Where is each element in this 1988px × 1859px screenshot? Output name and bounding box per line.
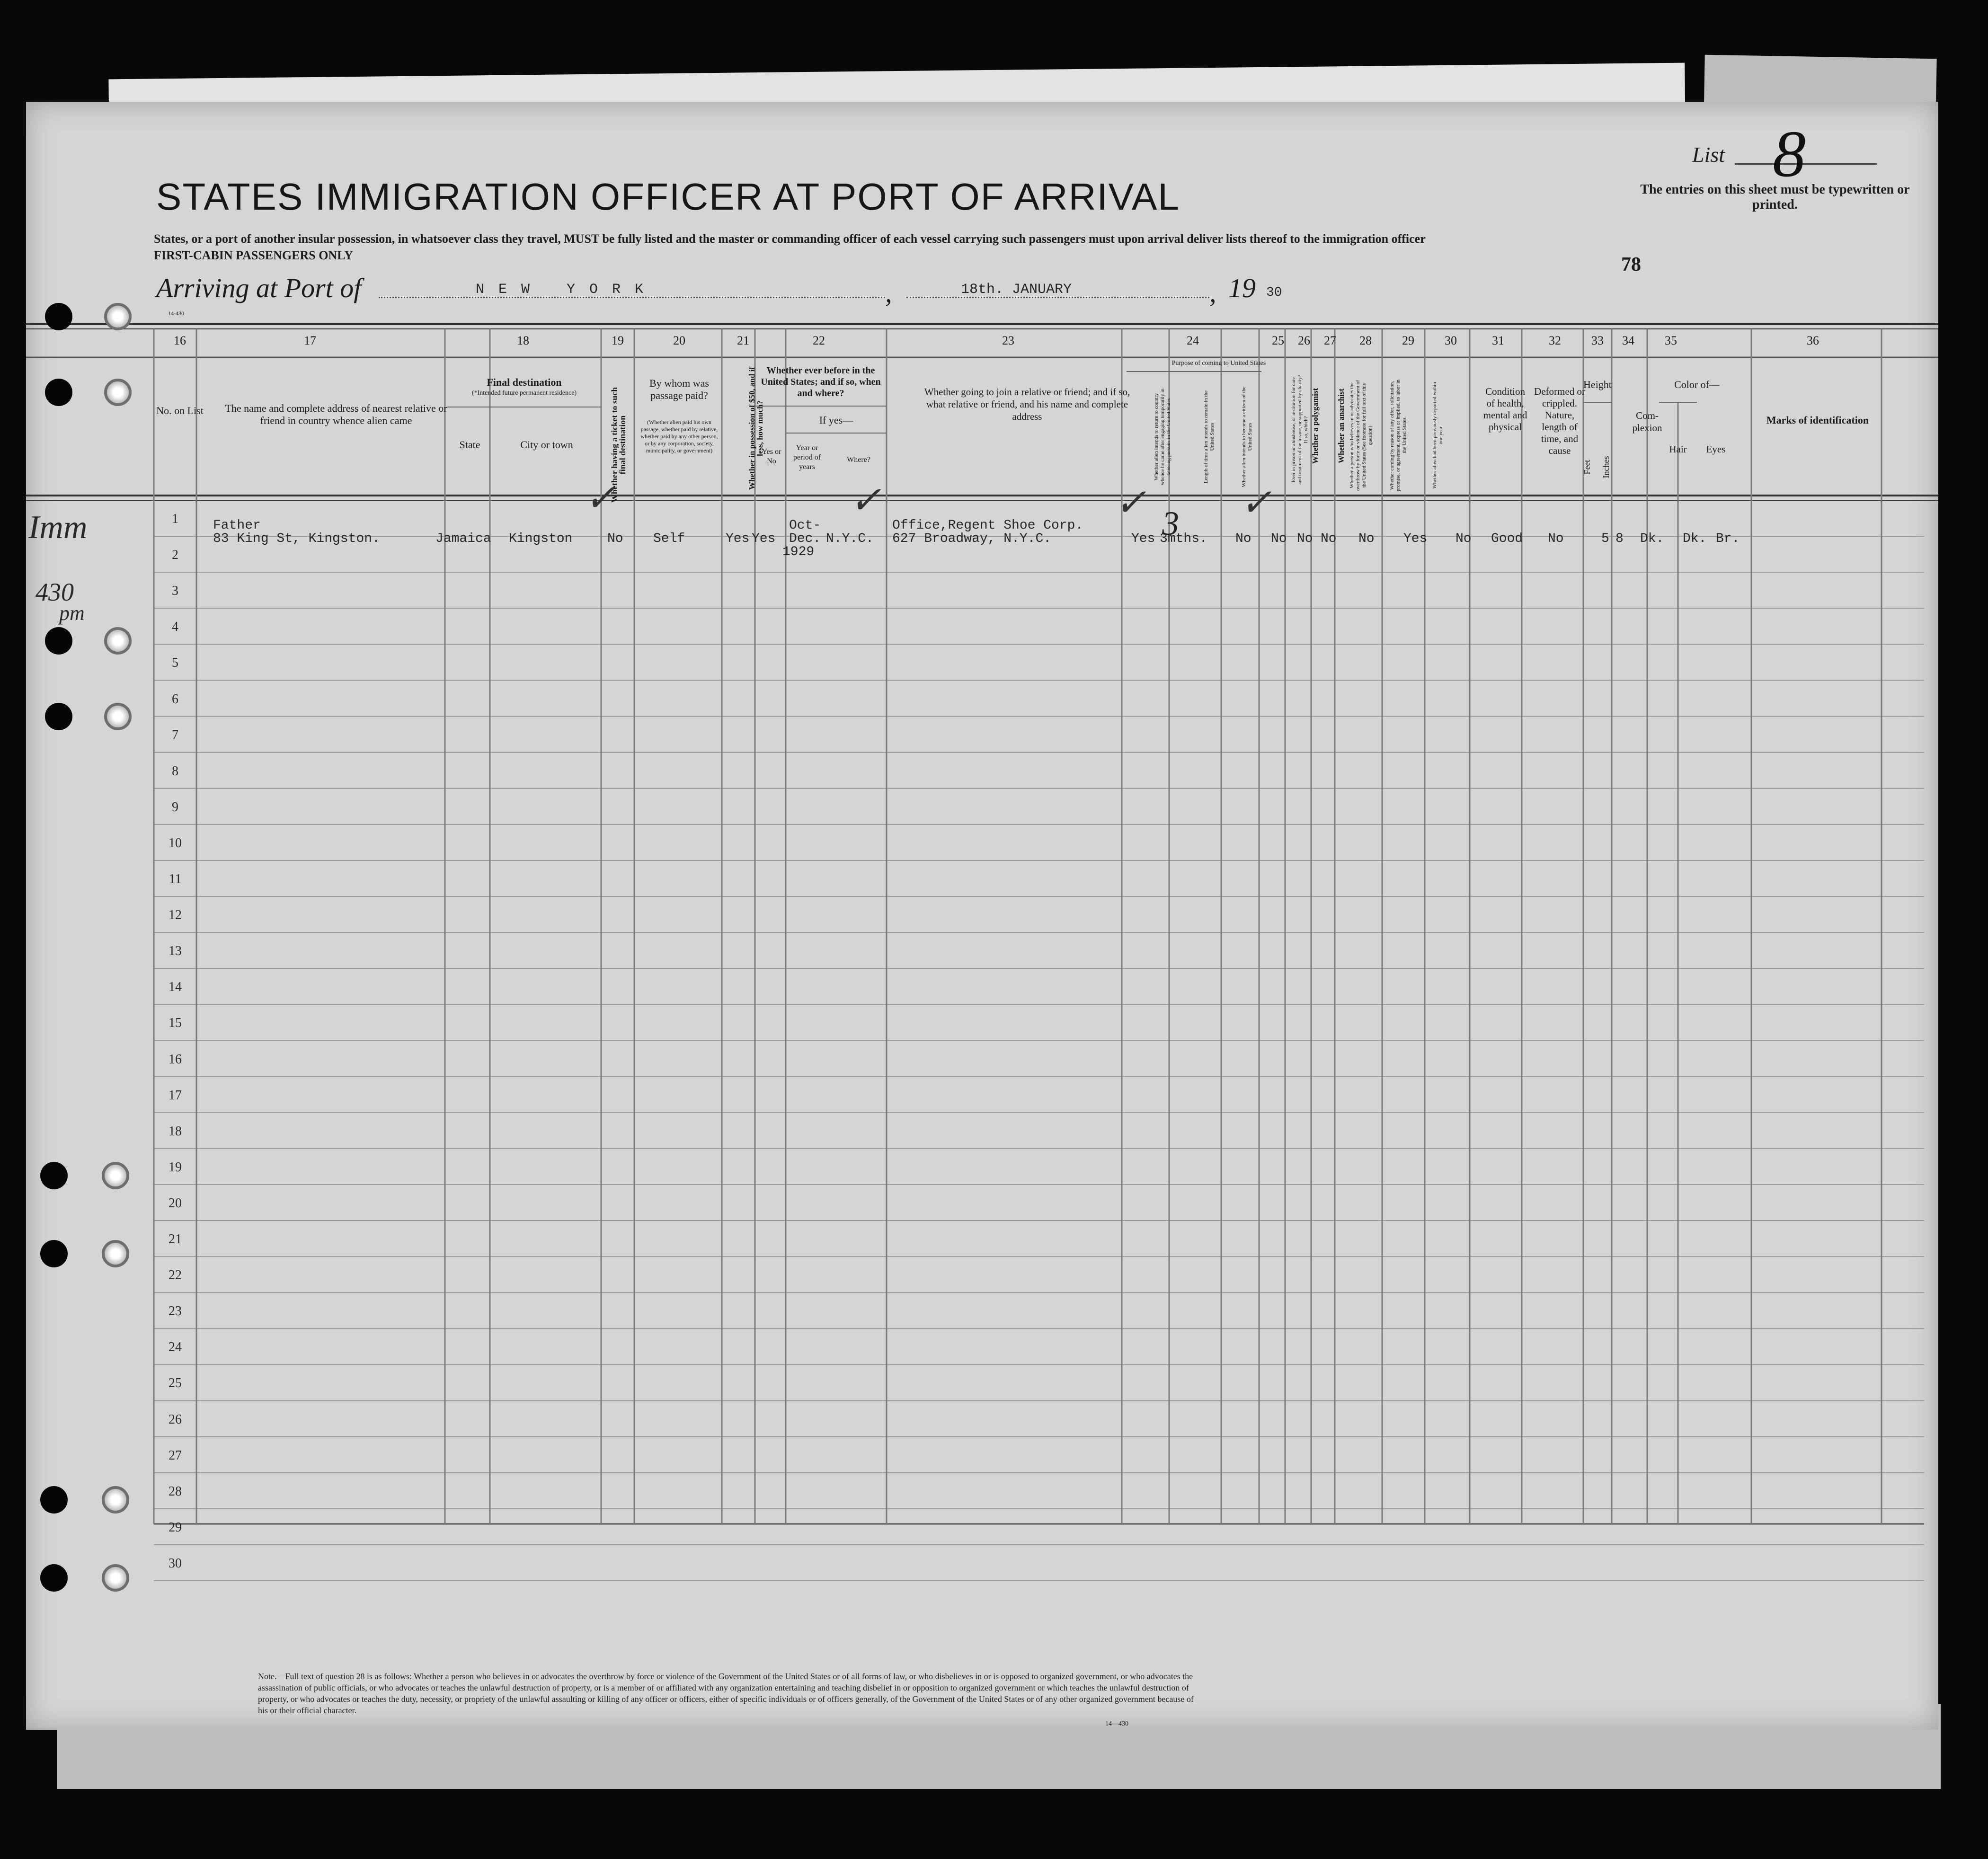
binder-hole <box>40 1240 68 1267</box>
col-number-29: 29 <box>1402 334 1414 347</box>
entry-inches: 8 <box>1615 531 1624 546</box>
cabin-class: FIRST-CABIN PASSENGERS ONLY <box>154 248 353 262</box>
row-number: 23 <box>169 1304 182 1319</box>
row-number: 4 <box>172 620 178 635</box>
col-number-32: 32 <box>1549 334 1561 347</box>
header-complexion: Com- plexion <box>1632 410 1662 434</box>
header-inches: Inches <box>1601 456 1611 478</box>
date-comma: , <box>1209 277 1216 308</box>
header-purpose-b: Length of time alien intends to remain in the United States <box>1203 390 1215 484</box>
header-purpose-a: Whether alien intends to return to country whence he came after engaging temporarily in laboring pursuits in the United States <box>1154 389 1172 486</box>
entry-join-line2: 627 Broadway, N.Y.C. <box>892 531 1052 546</box>
row-number: 5 <box>172 655 178 671</box>
header-by-whom-note: (Whether alien paid his own passage, whether paid by relative, whether paid by any other person, or by any corporation, society, municipality, or government) <box>640 419 718 454</box>
header-prison: Ever in prison or almshouse, or institution for care and treatment of the insane, or supported by charity? If so, which? <box>1291 375 1309 485</box>
row-number: 20 <box>169 1195 182 1211</box>
col-number-26: 26 <box>1298 334 1310 347</box>
entry-length-handwritten: 3 <box>1162 505 1179 542</box>
entry-ticket: No <box>607 531 623 546</box>
binder-ring <box>102 1162 129 1189</box>
entry-paid-by: Self <box>653 531 685 546</box>
header-height: Height <box>1583 379 1612 390</box>
header-possession: Whether in possession of $50, and if less, how much? <box>747 367 764 490</box>
row-number: 3 <box>172 584 178 599</box>
entry-deformed: No <box>1548 531 1564 546</box>
page-number: 78 <box>1621 254 1641 275</box>
entry-anarchist: No <box>1321 531 1337 546</box>
row-number: 12 <box>169 908 182 923</box>
header-joining: Whether going to join a relative or friend; and if so, what relative or friend, and his name and complete address <box>924 386 1130 422</box>
row-number: 25 <box>169 1376 182 1391</box>
header-color-of: Color of— <box>1674 379 1720 390</box>
form-subtitle: States, or a port of another insular possession, in whatsoever class they travel, MUST be fully listed and the master or commanding officer of each vessel carrying such passengers must upon arrival deliver lists thereof to the immigration officer <box>154 232 1426 246</box>
entry-where: N.Y.C. <box>826 531 874 546</box>
binder-ring <box>104 303 132 330</box>
checkmark: ✓ <box>850 480 882 522</box>
row-number: 19 <box>169 1160 182 1175</box>
header-purpose-c: Whether alien intends to become a citizen of the United States <box>1241 386 1253 487</box>
header-final-destination: Final destination <box>487 376 562 388</box>
row-number: 21 <box>169 1232 182 1247</box>
binder-hole <box>45 379 72 406</box>
port-name: N E W Y O R K <box>476 282 647 298</box>
header-condition: Condition of health, mental and physical <box>1483 386 1527 433</box>
entry-complexion: Dk. <box>1640 531 1664 546</box>
col-number-20: 20 <box>673 334 685 347</box>
entry-q28: No <box>1358 531 1375 546</box>
list-label: List <box>1692 142 1725 167</box>
row-number: 29 <box>169 1520 182 1535</box>
binder-hole <box>45 303 72 330</box>
entry-citizen: No <box>1235 531 1251 546</box>
footnote: Note.—Full text of question 28 is as follows: Whether a person who believes in or advocates the overthrow by force or violence of the Government of the United States or of all forms of law, or who disbelieves in or is opposed to organized government, or who advocates the assassination of public officials, or who advocates or teaches the unlawful destruction of property, or is a member of or affiliated with any organization entertaining and teaching disbelief in or opposition to organized government or which teaches the unlawful destruction of property, or who advocates or teaches the duty, necessity, or propriety of the unlawful assaulting or killing of any officer or officers, either of specific individuals or of officers generally, of the Government of the United States or of any other organized government because of his or their official character. <box>258 1672 1194 1715</box>
header-deformed: Deformed or crippled. Nature, length of time, and cause <box>1534 386 1585 456</box>
entry-health: Good <box>1491 531 1523 546</box>
binder-hole <box>40 1486 68 1514</box>
margin-annotation-line1: Imm <box>28 509 88 546</box>
form-code-top: 14-430 <box>168 310 184 317</box>
entry-relative-line2: 83 King St, Kingston. <box>213 531 380 546</box>
header-purpose: Purpose of coming to United States <box>1172 360 1266 367</box>
row-number: 6 <box>172 691 178 707</box>
col-number-25: 25 <box>1272 334 1284 347</box>
margin-annotation-line2: 430 <box>36 578 74 606</box>
col-number-35: 35 <box>1665 334 1677 347</box>
header-no-on-list: No. on List <box>156 405 204 416</box>
header-nearest-relative: The name and complete address of nearest relative or friend in country whence alien came <box>225 402 447 426</box>
col-number-22: 22 <box>813 334 825 347</box>
binder-ring <box>102 1486 129 1514</box>
entry-hair: Dk. <box>1683 531 1707 546</box>
row-number: 27 <box>169 1448 182 1463</box>
entry-join-line1: Office,Regent Shoe Corp. <box>892 518 1083 533</box>
binder-hole <box>40 1564 68 1592</box>
row-number: 26 <box>169 1412 182 1427</box>
row-number: 15 <box>169 1016 182 1031</box>
row-number: 10 <box>169 835 182 850</box>
binder-ring <box>102 1240 129 1267</box>
header-anarchist: Whether an anarchist <box>1337 388 1346 464</box>
col-number-31: 31 <box>1492 334 1504 347</box>
form-code-bottom: 14—430 <box>1105 1720 1128 1727</box>
header-eyes: Eyes <box>1706 443 1726 455</box>
header-feet: Feet <box>1582 460 1592 475</box>
header-where: Where? <box>847 456 870 464</box>
checkmark: ✓ <box>1240 482 1272 524</box>
binder-hole <box>45 703 72 730</box>
col-number-24: 24 <box>1187 334 1199 347</box>
row-number: 13 <box>169 944 182 959</box>
row-number: 24 <box>169 1340 182 1355</box>
header-city: City or town <box>520 439 573 451</box>
checkmark: ✓ <box>1115 482 1147 524</box>
form-title: STATES IMMIGRATION OFFICER AT PORT OF ARRIVAL <box>156 176 1180 218</box>
header-polygamist: Whether a polygamist <box>1311 388 1320 464</box>
col-number-21: 21 <box>737 334 749 347</box>
port-comma: , <box>885 277 892 308</box>
col-number-34: 34 <box>1622 334 1634 347</box>
col-number-18: 18 <box>517 334 529 347</box>
row-number: 30 <box>169 1556 182 1571</box>
manifest-sheet <box>26 102 1938 1730</box>
entry-relative-line1: Father <box>213 518 261 533</box>
row-number: 9 <box>172 799 178 814</box>
header-hair: Hair <box>1669 443 1687 455</box>
entry-polygamist: No <box>1297 531 1313 546</box>
binder-ring <box>104 379 132 406</box>
entry-prison: No <box>1271 531 1287 546</box>
entry-q29: Yes <box>1403 531 1428 546</box>
col-number-28: 28 <box>1359 334 1372 347</box>
year-prefix: 19 <box>1228 273 1256 303</box>
binder-ring <box>104 703 132 730</box>
header-ticket: Whether having a ticket to such final destination <box>610 387 627 503</box>
arrival-date: 18th. JANUARY <box>961 282 1072 298</box>
margin-annotation-line3: pm <box>59 602 85 625</box>
binder-ring <box>104 627 132 655</box>
header-q29: Whether coming by reason of any offer, solicitation, promise, or agreement, express or implied, to labor in the United States <box>1389 379 1407 492</box>
row-number: 16 <box>169 1052 182 1067</box>
entry-period-line2: Dec. <box>789 531 821 546</box>
binder-hole <box>45 627 72 655</box>
entries-note-text: The entries on this sheet must be typewritten or printed. <box>1640 182 1910 212</box>
row-number: 18 <box>169 1124 182 1139</box>
row-number: 1 <box>172 512 178 526</box>
binder-hole <box>40 1162 68 1189</box>
list-number: 8 <box>1773 117 1806 191</box>
entry-feet: 5 <box>1601 531 1609 546</box>
col-number-19: 19 <box>612 334 624 347</box>
header-if-yes: If yes— <box>819 414 853 426</box>
col-number-23: 23 <box>1002 334 1014 347</box>
entry-eyes: Br. <box>1716 531 1740 546</box>
entry-period-line1: Oct- <box>789 518 821 533</box>
header-q30: Whether alien had been previously deported within one year <box>1432 382 1444 489</box>
col-number-16: 16 <box>174 334 186 347</box>
entry-ever-before: Yes <box>752 531 776 546</box>
row-number: 14 <box>169 980 182 995</box>
row-number: 22 <box>169 1268 182 1283</box>
header-by-whom: By whom was passage paid? <box>649 377 709 401</box>
year-suffix: 30 <box>1266 285 1282 300</box>
col-number-36: 36 <box>1807 334 1819 347</box>
header-final-destination-note: (*Intended future permanent residence) <box>471 390 577 397</box>
row-number: 2 <box>172 548 178 563</box>
binder-ring <box>102 1564 129 1592</box>
header-marks: Marks of identification <box>1766 414 1869 426</box>
header-year-period: Year or period of years <box>793 444 821 471</box>
entry-state: Jamaica <box>435 531 491 546</box>
arriving-label: Arriving at Port of <box>156 273 362 303</box>
row-number: 17 <box>169 1088 182 1103</box>
row-number: 7 <box>172 727 178 743</box>
entry-return: Yes <box>1131 531 1155 546</box>
header-yes-no: Yes or No <box>762 448 781 465</box>
entry-q30: No <box>1456 531 1472 546</box>
header-q28: Whether a person who believes in or advocates the overthrow by force or violence of the Government of the United States (See footnote for full text of this question) <box>1349 380 1373 491</box>
entry-possession: Yes <box>726 531 750 546</box>
entry-length: 3mths. <box>1160 531 1207 546</box>
row-number: 8 <box>172 763 178 779</box>
col-number-30: 30 <box>1445 334 1457 347</box>
checkmark: ✓ <box>585 478 617 519</box>
col-number-33: 33 <box>1591 334 1604 347</box>
row-number: 28 <box>169 1484 182 1499</box>
entry-city: Kingston <box>509 531 573 546</box>
header-state: State <box>459 439 480 451</box>
row-number: 11 <box>169 872 182 886</box>
col-number-27: 27 <box>1324 334 1336 347</box>
col-number-17: 17 <box>304 334 316 347</box>
header-ever-before: Whether ever before in the United States; and if so, when and where? <box>761 365 881 398</box>
entry-period-line3: 1929 <box>782 545 815 559</box>
